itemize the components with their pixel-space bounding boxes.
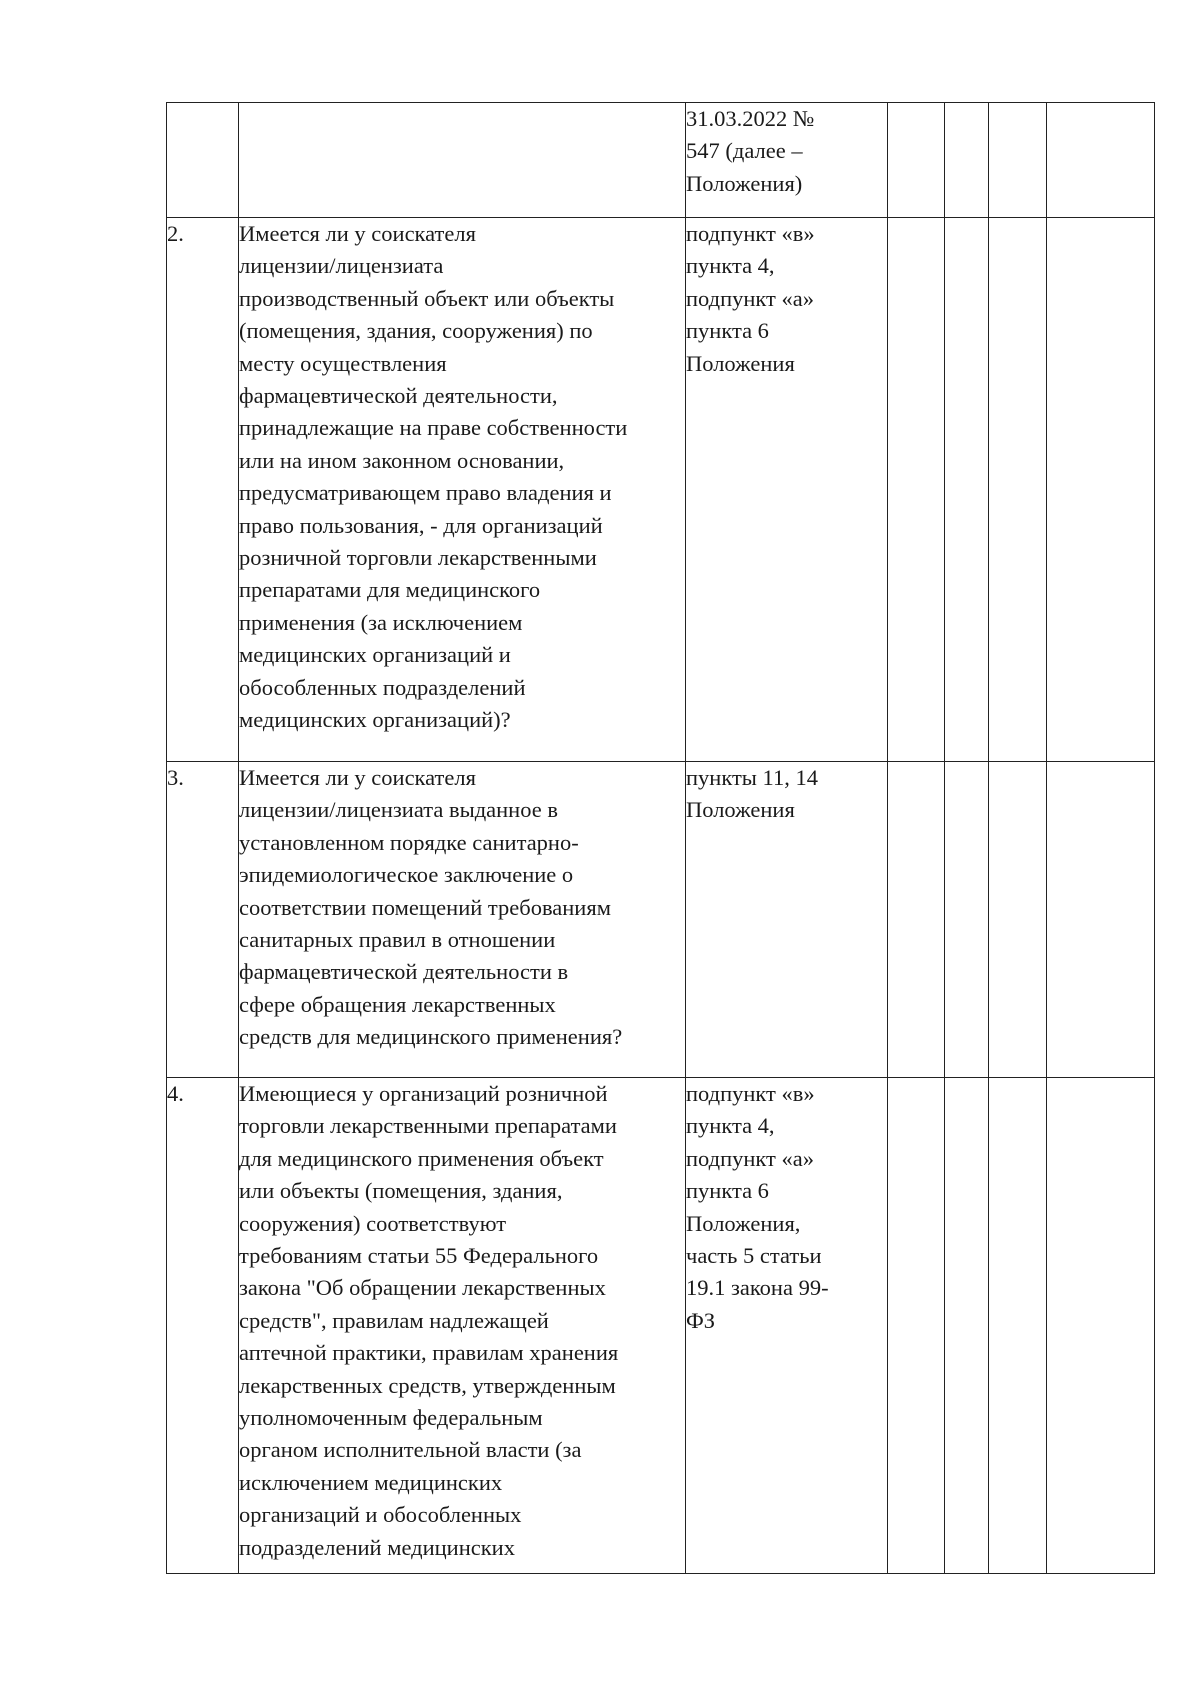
reference-text-line: Положения) [686, 170, 803, 196]
answer-cell [989, 218, 1047, 762]
question-text-line: или объекты (помещения, здания, [239, 1178, 563, 1204]
question-text-line: эпидемиологическое заключение о [239, 862, 574, 888]
reference-text-line: Положения [686, 350, 795, 376]
question-text-line: лекарственных средств, утвержденным [239, 1372, 616, 1398]
answer-cell [989, 762, 1047, 1078]
answer-cell [888, 1078, 945, 1574]
reference-text-line: Положения [686, 797, 795, 823]
question-text-line: (помещения, здания, сооружения) по [239, 318, 593, 344]
answer-cell [989, 1078, 1047, 1574]
answer-cell [1047, 762, 1155, 1078]
question-text-line: Имеется ли у соискателя [239, 221, 476, 246]
question-text-line: санитарных правил в отношении [239, 927, 556, 953]
reference-cell [686, 1078, 888, 1574]
answer-cell [888, 762, 945, 1078]
reference-text-line: 547 (далее – [686, 138, 803, 164]
question-text-line: аптечной практики, правилам хранения [239, 1340, 619, 1366]
answer-cell [945, 1078, 989, 1574]
reference-text-line: пункта 6 [686, 1178, 769, 1204]
answer-cell [888, 218, 945, 762]
reference-cell [686, 762, 888, 1078]
row-number-cell: 4. [167, 1078, 239, 1574]
reference-text-line: ФЗ [686, 1307, 716, 1333]
question-text-line: для медицинского применения объект [239, 1145, 604, 1171]
question-text-line: закона "Об обращении лекарственных [239, 1275, 606, 1301]
table-row [167, 1078, 1155, 1574]
question-text-line: обособленных подразделений [239, 674, 526, 700]
question-text-line: требованиям статьи 55 Федерального [239, 1243, 599, 1269]
answer-cell [945, 762, 989, 1078]
row-number-cell: 3. [167, 762, 239, 1078]
question-text-line: исключением медицинских [239, 1469, 503, 1495]
question-text-line: применения (за исключением [239, 609, 523, 635]
question-text-line: право пользования, - для организаций [239, 512, 603, 538]
question-text-line: медицинских организаций)? [239, 707, 511, 733]
question-text-line: торговли лекарственными препаратами [239, 1113, 617, 1139]
question-text-line: розничной торговли лекарственными [239, 545, 597, 571]
reference-text-line: подпункт «в» [686, 1081, 815, 1106]
question-text-line: подразделений медицинских [239, 1534, 515, 1560]
question-text-line: установленном порядке санитарно- [239, 829, 579, 855]
answer-cell [945, 103, 989, 218]
reference-text-line: подпункт «а» [686, 1145, 815, 1171]
question-text-line: производственный объект или объекты [239, 285, 615, 311]
answer-cell [1047, 218, 1155, 762]
question-text-line: фармацевтической деятельности, [239, 383, 558, 409]
question-cell [239, 218, 686, 762]
reference-cell [686, 218, 888, 762]
question-text-line: лицензии/лицензиата выданное в [239, 797, 558, 823]
question-text-line: уполномоченным федеральным [239, 1405, 543, 1431]
question-cell [239, 1078, 686, 1574]
question-cell [239, 762, 686, 1078]
table-row [167, 218, 1155, 762]
question-text-line: сооружения) соответствуют [239, 1210, 507, 1236]
question-text-line: медицинских организаций и [239, 642, 511, 668]
reference-text-line: пункты 11, 14 [686, 765, 818, 790]
answer-cell [945, 218, 989, 762]
reference-text-line: часть 5 статьи [686, 1243, 822, 1269]
question-text-line: сфере обращения лекарственных [239, 991, 556, 1017]
table-row [167, 762, 1155, 1078]
reference-text-line: пункта 6 [686, 318, 769, 344]
reference-text-line: Положения, [686, 1210, 801, 1236]
reference-text-line: 31.03.2022 № [686, 106, 815, 131]
question-text-line: соответствии помещений требованиям [239, 894, 611, 920]
checklist-table [166, 102, 1155, 1574]
question-text-line: препаратами для медицинского [239, 577, 541, 603]
question-text-line: Имеется ли у соискателя [239, 765, 476, 790]
question-text-line: лицензии/лицензиата [239, 253, 444, 279]
reference-text-line: пункта 4, [686, 1113, 775, 1139]
question-text-line: предусматривающем право владения и [239, 480, 612, 506]
reference-cell [686, 103, 888, 218]
answer-cell [989, 103, 1047, 218]
reference-text-line: пункта 4, [686, 253, 775, 279]
question-text-line: принадлежащие на праве собственности [239, 415, 628, 441]
question-text-line: средств для медицинского применения? [239, 1024, 623, 1050]
table-row [167, 103, 1155, 218]
question-text-line: органом исполнительной власти (за [239, 1437, 582, 1463]
reference-text-line: подпункт «в» [686, 221, 815, 246]
question-text-line: организаций и обособленных [239, 1502, 522, 1528]
reference-text-line: 19.1 закона 99- [686, 1275, 829, 1301]
question-text-line: Имеющиеся у организаций розничной [239, 1081, 608, 1106]
reference-text-line: подпункт «а» [686, 285, 815, 311]
question-text-line: месту осуществления [239, 350, 447, 376]
answer-cell [1047, 103, 1155, 218]
answer-cell [888, 103, 945, 218]
row-number-cell [167, 103, 239, 218]
question-text-line: или на ином законном основании, [239, 447, 565, 473]
answer-cell [1047, 1078, 1155, 1574]
row-number-cell: 2. [167, 218, 239, 762]
question-cell [239, 103, 686, 218]
question-text-line: средств", правилам надлежащей [239, 1307, 549, 1333]
question-text-line: фармацевтической деятельности в [239, 959, 569, 985]
